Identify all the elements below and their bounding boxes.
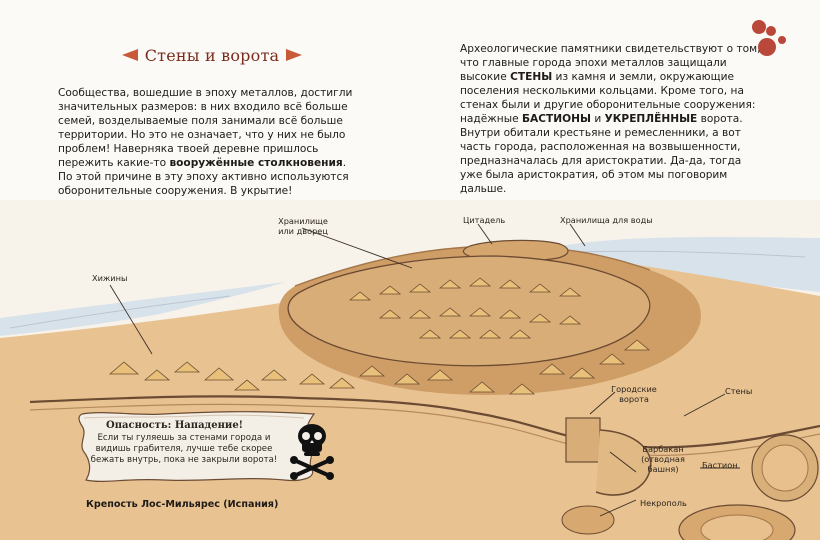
right-arrow-icon [286, 49, 302, 61]
right-text-bold-1: СТЕНЫ [510, 71, 553, 83]
right-text-part-2: из камня и земли, окружающие поселения несколькими кольцами. Кроме того, на стенах были и другие оборонительные сооружения: надёжные [460, 71, 756, 125]
danger-title: Опасность: Нападение! [106, 420, 244, 431]
label-water-storage: Хранилища для воды [560, 215, 653, 225]
label-bastion: Бастион [702, 460, 738, 470]
left-arrow-icon [122, 49, 138, 61]
label-storage [268, 216, 338, 236]
label-barbican [630, 444, 696, 474]
label-city-gates-line-2: ворота [619, 394, 649, 404]
label-barbican-line-3: башня) [647, 464, 679, 474]
danger-text: Если ты гуляешь за стенами города и видишь грабителя, лучше тебе скорее бежать внутрь, пока не закрыли ворота! [90, 433, 278, 465]
label-city-gates [604, 384, 664, 404]
right-text-part-3: и [590, 113, 605, 125]
label-huts: Хижины [92, 273, 128, 283]
left-text-part-2: . По этой причине в эту эпоху активно используются оборонительные сооружения. В укрытие! [58, 157, 349, 197]
skull-crossbones-icon [284, 418, 340, 482]
label-city-gates-line-1: Городские [611, 384, 657, 394]
label-walls: Стены [725, 386, 753, 396]
label-necropolis: Некрополь [640, 498, 687, 508]
label-citadel: Цитадель [463, 215, 506, 225]
label-storage-line-1: Хранилище [278, 216, 328, 226]
fortress-illustration [0, 200, 820, 540]
left-paragraph [58, 86, 354, 198]
right-text-bold-2: БАСТИОНЫ [521, 113, 591, 125]
label-barbican-line-1: Барбакан [642, 444, 684, 454]
right-paragraph [460, 42, 765, 196]
right-text-part-4: ворота. Внутри обитали крестьяне и ремесленники, а вот часть города, расположенная на возвышенности, предназначалась для аристократии. Да-да, тогда уже была аристократия, об этом мы поговорим дальше. [460, 113, 743, 195]
label-storage-line-2: или дворец [278, 226, 328, 236]
fortress-caption: Крепость Лос-Мильярес (Испания) [86, 499, 279, 510]
page-title: Стены и ворота [144, 45, 280, 65]
label-barbican-line-2: (отводная [641, 454, 685, 464]
right-text-part-1: Археологические памятники свидетельствуют о том, что главные города эпохи металлов защищали высокие [460, 43, 761, 83]
right-text-bold-3: УКРЕПЛЁННЫЕ [604, 113, 698, 125]
left-text-part-1: Сообщества, вошедшие в эпоху металлов, достигли значительных размеров: в них входило всё больше семей, возделываемые поля занимали всё больше территории. Но это не означает, что у них не было проблем! Наверняка твоей деревне пришлось пережить какие-то [58, 87, 353, 169]
title-row [122, 42, 302, 68]
left-text-bold: вооружённые столкновения [169, 157, 343, 169]
